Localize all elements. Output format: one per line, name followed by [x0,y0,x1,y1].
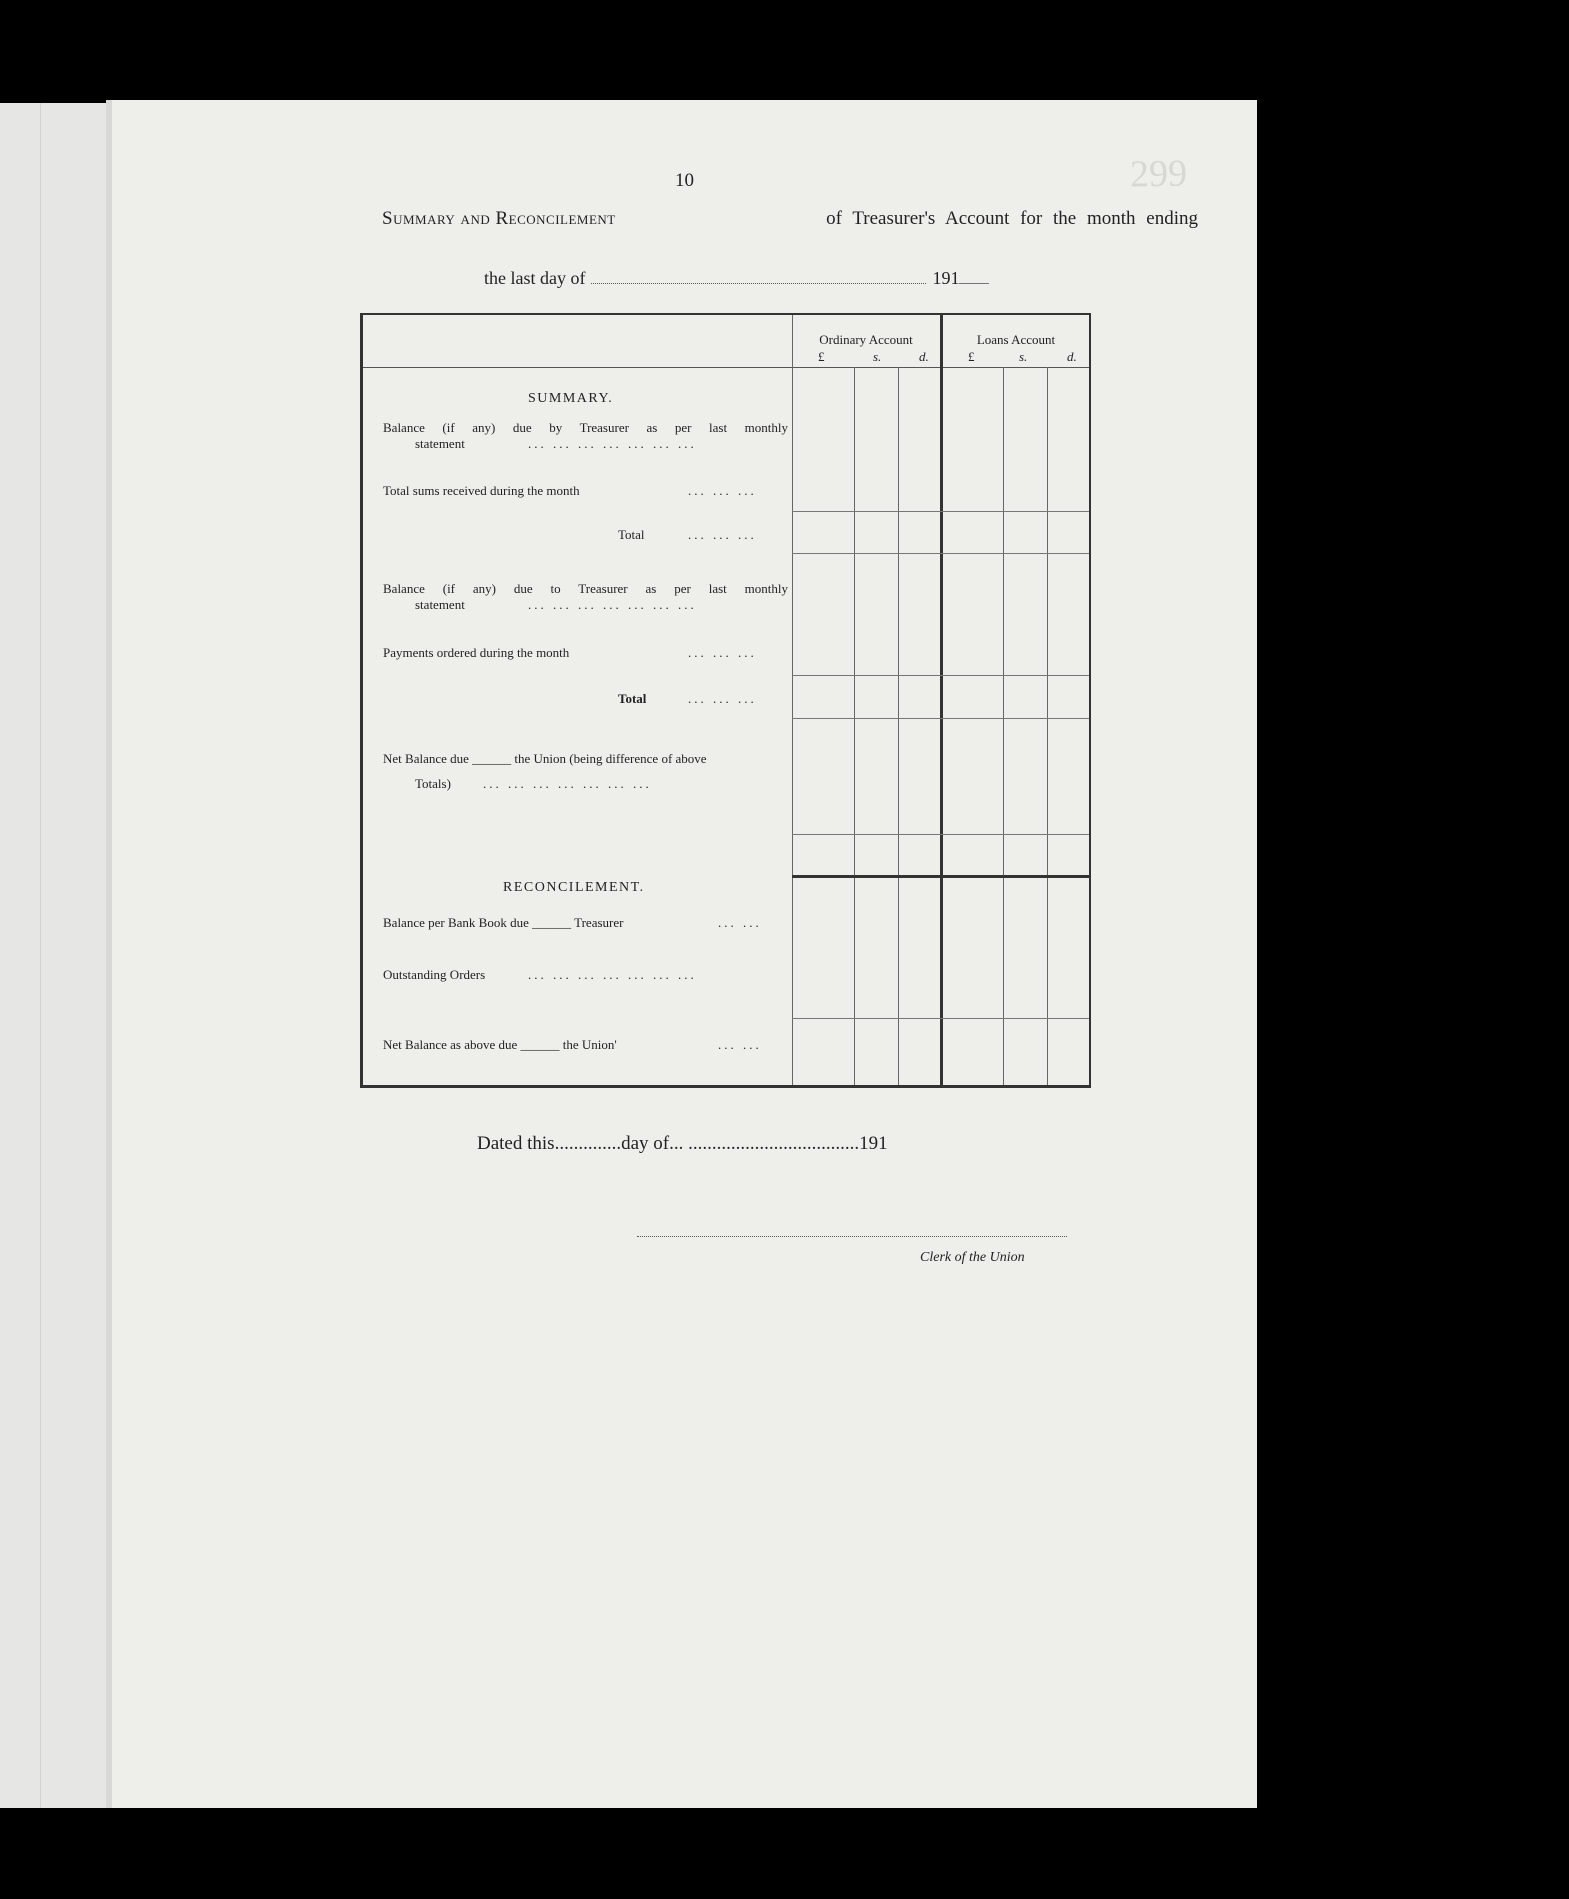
row-outstanding-orders: Outstanding Orders [383,967,486,982]
row-bank-book: Balance per Bank Book due ______ Treasurer [383,915,624,930]
faded-stamp: 299 [1129,152,1188,196]
row-balance-to-statement: statement [415,597,465,612]
row-balance-to-dots: ... ... ... ... ... ... ... [528,597,697,612]
row-total-1: Total [618,527,645,542]
date-line-prefix: the last day of [484,268,586,288]
left-facing-page [0,103,108,1808]
row-outstanding-dots: ... ... ... ... ... ... ... [528,967,697,982]
date-line [484,268,989,289]
col-divider-loan-d [1047,367,1048,1085]
row-balance-by-treasurer: Balance (if any) due by Treasurer as per last monthly [383,420,788,435]
col-divider-label [792,315,793,1085]
heading-title: Summary and Reconcilement [382,208,616,229]
page-number: 10 [675,170,694,191]
row-balance-to-treasurer: Balance (if any) due to Treasurer as per last monthly [383,581,788,596]
row-net-balance-totals: Totals) [415,776,451,791]
row-balance-by-statement: statement [415,436,465,451]
date-fill-blank[interactable] [591,283,926,284]
year-fill-blank[interactable] [959,283,989,284]
loan-shilling-unit: s. [1019,349,1028,364]
rule-below-total-1 [792,553,1089,554]
heading-subtitle: of Treasurer's Account for the month ending [826,208,1198,229]
row-total-1-dots: ... ... ... [688,527,757,542]
row-total-received-dots: ... ... ... [688,483,757,498]
document-page [112,100,1257,1808]
row-net-balance-above: Net Balance as above due ______ the Union' [383,1037,617,1052]
col-divider-loan-s [1003,367,1004,1085]
row-net-above-dots: ... ... [718,1037,762,1052]
row-total-received: Total sums received during the month [383,483,580,498]
row-payments-dots: ... ... ... [688,645,757,660]
row-balance-by-dots: ... ... ... ... ... ... ... [528,436,697,451]
row-bank-book-dots: ... ... [718,915,762,930]
rule-reconcilement [792,875,1089,878]
reconcilement-title: RECONCILEMENT. [503,880,645,895]
loan-pound-unit: £ [968,349,975,364]
rule-net-above [792,1018,1089,1019]
row-payments-ordered: Payments ordered during the month [383,645,570,660]
ordinary-account-heading: Ordinary Account [819,332,913,347]
date-line-year: 191 [932,268,960,288]
ord-pound-unit: £ [818,349,825,364]
ord-shilling-unit: s. [873,349,882,364]
page-heading [382,208,1198,230]
rule-below-total-2 [792,718,1089,719]
dated-line: Dated this..............day of... ....................................191 [477,1133,888,1154]
row-total-2: Total [618,691,647,706]
col-divider-ord-d [898,367,899,1085]
account-table [360,313,1091,1088]
row-net-balance-dots: ... ... ... ... ... ... ... [483,776,652,791]
col-divider-ord-s [854,367,855,1085]
left-page-edge [40,103,41,1808]
rule-above-total-2 [792,675,1089,676]
col-divider-accounts [940,315,943,1085]
row-total-2-dots: ... ... ... [688,691,757,706]
row-net-balance-due: Net Balance due ______ the Union (being difference of above [383,751,707,766]
loan-pence-unit: d. [1067,349,1077,364]
summary-title: SUMMARY. [528,391,614,406]
signature-line[interactable] [637,1236,1067,1237]
rule-net-balance [792,834,1089,835]
rule-above-total-1 [792,511,1089,512]
clerk-signature-caption: Clerk of the Union [920,1250,1025,1265]
loans-account-heading: Loans Account [976,332,1056,347]
ord-pence-unit: d. [919,349,929,364]
